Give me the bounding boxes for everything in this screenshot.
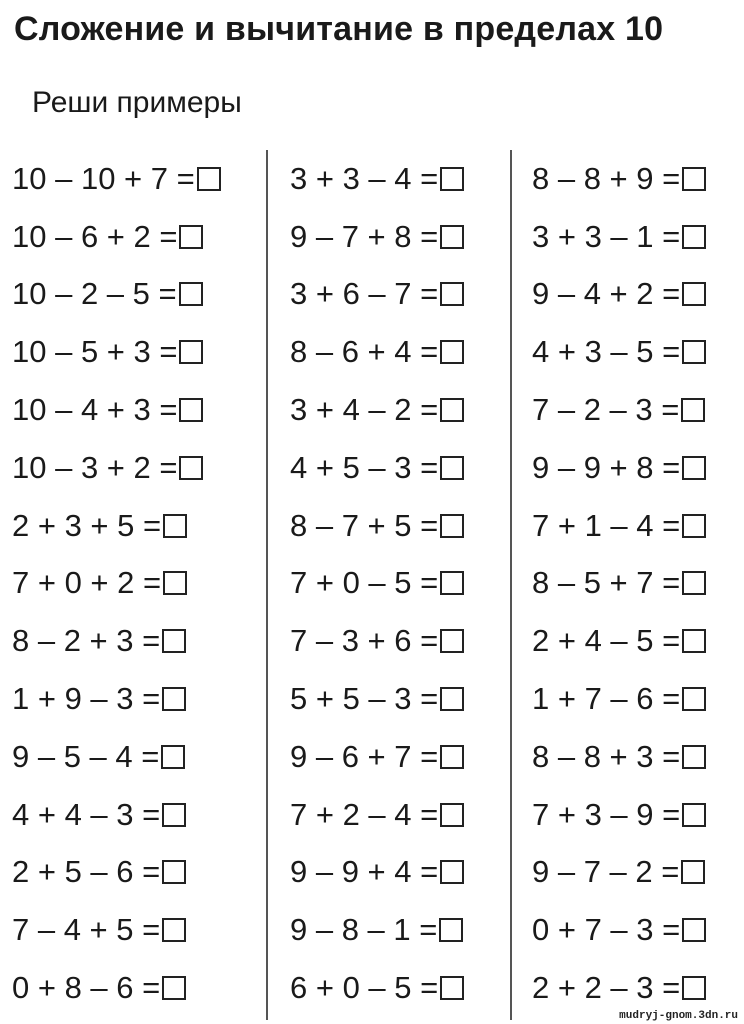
- answer-box[interactable]: [681, 398, 705, 422]
- problem-expression: 9 – 9 + 8 =: [532, 449, 681, 485]
- answer-box[interactable]: [440, 571, 464, 595]
- problem-expression: 2 + 5 – 6 =: [12, 854, 161, 890]
- answer-box[interactable]: [681, 860, 705, 884]
- problem-row: [290, 612, 464, 670]
- problem-expression: 3 + 6 – 7 =: [290, 276, 439, 312]
- instruction-text: Реши примеры: [32, 86, 242, 119]
- problem-expression: 10 – 5 + 3 =: [12, 334, 178, 370]
- problem-row: [290, 728, 464, 786]
- problem-row: [12, 381, 221, 439]
- answer-box[interactable]: [197, 167, 221, 191]
- problem-row: [290, 497, 464, 555]
- answer-box[interactable]: [163, 571, 187, 595]
- problem-expression: 3 + 4 – 2 =: [290, 392, 439, 428]
- problem-expression: 10 – 6 + 2 =: [12, 218, 178, 254]
- problem-row: [12, 959, 221, 1017]
- answer-box[interactable]: [440, 456, 464, 480]
- problem-expression: 9 – 8 – 1 =: [290, 912, 438, 948]
- problem-expression: 9 – 7 + 8 =: [290, 218, 439, 254]
- problem-expression: 4 + 5 – 3 =: [290, 449, 439, 485]
- problem-row: [532, 439, 706, 497]
- answer-box[interactable]: [440, 976, 464, 1000]
- problem-expression: 8 – 7 + 5 =: [290, 507, 439, 543]
- problem-row: [12, 555, 221, 613]
- answer-box[interactable]: [162, 687, 186, 711]
- problem-row: [290, 208, 464, 266]
- problem-expression: 0 + 7 – 3 =: [532, 912, 681, 948]
- problem-row: [290, 266, 464, 324]
- problem-row: [12, 439, 221, 497]
- problem-expression: 9 – 5 – 4 =: [12, 738, 160, 774]
- problem-expression: 7 + 1 – 4 =: [532, 507, 681, 543]
- answer-box[interactable]: [682, 803, 706, 827]
- problem-row: [532, 208, 706, 266]
- problem-row: [290, 959, 464, 1017]
- answer-box[interactable]: [440, 167, 464, 191]
- problem-row: [12, 786, 221, 844]
- answer-box[interactable]: [440, 687, 464, 711]
- answer-box[interactable]: [162, 918, 186, 942]
- answer-box[interactable]: [682, 745, 706, 769]
- problem-row: [12, 612, 221, 670]
- problem-expression: 8 – 8 + 9 =: [532, 160, 681, 196]
- problem-expression: 5 + 5 – 3 =: [290, 681, 439, 717]
- problem-row: [290, 323, 464, 381]
- answer-box[interactable]: [163, 514, 187, 538]
- problem-expression: 7 + 2 – 4 =: [290, 796, 439, 832]
- answer-box[interactable]: [440, 340, 464, 364]
- answer-box[interactable]: [440, 803, 464, 827]
- problems-column-1: [12, 150, 221, 1017]
- problem-expression: 9 – 9 + 4 =: [290, 854, 439, 890]
- problem-expression: 10 – 2 – 5 =: [12, 276, 177, 312]
- problems-column-2: [290, 150, 464, 1017]
- problem-row: [290, 670, 464, 728]
- problem-expression: 2 + 3 + 5 =: [12, 507, 162, 543]
- answer-box[interactable]: [682, 571, 706, 595]
- problem-row: [532, 381, 706, 439]
- answer-box[interactable]: [682, 340, 706, 364]
- problem-row: [532, 555, 706, 613]
- answer-box[interactable]: [179, 340, 203, 364]
- answer-box[interactable]: [682, 629, 706, 653]
- problem-row: [290, 381, 464, 439]
- problem-expression: 10 – 3 + 2 =: [12, 449, 178, 485]
- answer-box[interactable]: [179, 398, 203, 422]
- problem-row: [12, 901, 221, 959]
- answer-box[interactable]: [162, 976, 186, 1000]
- problem-row: [532, 901, 706, 959]
- problem-expression: 4 + 3 – 5 =: [532, 334, 681, 370]
- problem-row: [12, 497, 221, 555]
- answer-box[interactable]: [682, 225, 706, 249]
- problem-expression: 2 + 2 – 3 =: [532, 970, 681, 1006]
- problem-expression: 7 – 3 + 6 =: [290, 623, 439, 659]
- problem-expression: 4 + 4 – 3 =: [12, 796, 161, 832]
- problem-expression: 7 – 4 + 5 =: [12, 912, 161, 948]
- answer-box[interactable]: [179, 456, 203, 480]
- problem-expression: 0 + 8 – 6 =: [12, 970, 161, 1006]
- page-title: Сложение и вычитание в пределах 10: [14, 10, 664, 48]
- problem-row: [290, 555, 464, 613]
- answer-box[interactable]: [440, 745, 464, 769]
- answer-box[interactable]: [682, 167, 706, 191]
- problem-expression: 7 + 0 + 2 =: [12, 565, 162, 601]
- problem-row: [532, 959, 706, 1017]
- column-divider: [266, 150, 268, 1020]
- answer-box[interactable]: [162, 860, 186, 884]
- answer-box[interactable]: [162, 629, 186, 653]
- answer-box[interactable]: [682, 976, 706, 1000]
- answer-box[interactable]: [440, 225, 464, 249]
- answer-box[interactable]: [179, 282, 203, 306]
- problem-row: [12, 266, 221, 324]
- problem-expression: 7 – 2 – 3 =: [532, 392, 680, 428]
- problem-row: [532, 844, 706, 902]
- problem-expression: 1 + 9 – 3 =: [12, 681, 161, 717]
- column-divider: [510, 150, 512, 1020]
- problem-expression: 9 – 6 + 7 =: [290, 738, 439, 774]
- problem-expression: 7 + 0 – 5 =: [290, 565, 439, 601]
- answer-box[interactable]: [440, 398, 464, 422]
- answer-box[interactable]: [440, 282, 464, 306]
- problem-expression: 3 + 3 – 1 =: [532, 218, 681, 254]
- problem-expression: 10 – 10 + 7 =: [12, 160, 195, 196]
- answer-box[interactable]: [682, 918, 706, 942]
- problem-row: [12, 670, 221, 728]
- problem-row: [12, 150, 221, 208]
- problem-expression: 1 + 7 – 6 =: [532, 681, 681, 717]
- answer-box[interactable]: [179, 225, 203, 249]
- answer-box[interactable]: [440, 860, 464, 884]
- problem-expression: 8 – 2 + 3 =: [12, 623, 161, 659]
- watermark-text: mudryj-gnom.3dn.ru: [619, 1010, 738, 1022]
- problem-expression: 3 + 3 – 4 =: [290, 160, 439, 196]
- problem-expression: 10 – 4 + 3 =: [12, 392, 178, 428]
- answer-box[interactable]: [682, 456, 706, 480]
- problem-row: [290, 844, 464, 902]
- problem-row: [532, 728, 706, 786]
- problem-expression: 8 – 8 + 3 =: [532, 738, 681, 774]
- problem-expression: 7 + 3 – 9 =: [532, 796, 681, 832]
- answer-box[interactable]: [439, 918, 463, 942]
- answer-box[interactable]: [440, 514, 464, 538]
- problem-expression: 9 – 7 – 2 =: [532, 854, 680, 890]
- answer-box[interactable]: [682, 687, 706, 711]
- problem-row: [532, 786, 706, 844]
- problem-expression: 8 – 6 + 4 =: [290, 334, 439, 370]
- problem-row: [290, 439, 464, 497]
- problem-row: [12, 208, 221, 266]
- problem-row: [12, 323, 221, 381]
- problems-column-3: [532, 150, 706, 1017]
- problem-row: [532, 150, 706, 208]
- answer-box[interactable]: [682, 514, 706, 538]
- problem-expression: 6 + 0 – 5 =: [290, 970, 439, 1006]
- problem-row: [532, 612, 706, 670]
- problem-row: [532, 670, 706, 728]
- problem-expression: 9 – 4 + 2 =: [532, 276, 681, 312]
- problem-expression: 2 + 4 – 5 =: [532, 623, 681, 659]
- problem-expression: 8 – 5 + 7 =: [532, 565, 681, 601]
- answer-box[interactable]: [682, 282, 706, 306]
- answer-box[interactable]: [440, 629, 464, 653]
- problem-row: [290, 786, 464, 844]
- problem-row: [12, 844, 221, 902]
- problem-row: [290, 150, 464, 208]
- problem-row: [532, 323, 706, 381]
- problem-row: [532, 497, 706, 555]
- answer-box[interactable]: [161, 745, 185, 769]
- problem-row: [12, 728, 221, 786]
- problem-row: [290, 901, 464, 959]
- problem-row: [532, 266, 706, 324]
- answer-box[interactable]: [162, 803, 186, 827]
